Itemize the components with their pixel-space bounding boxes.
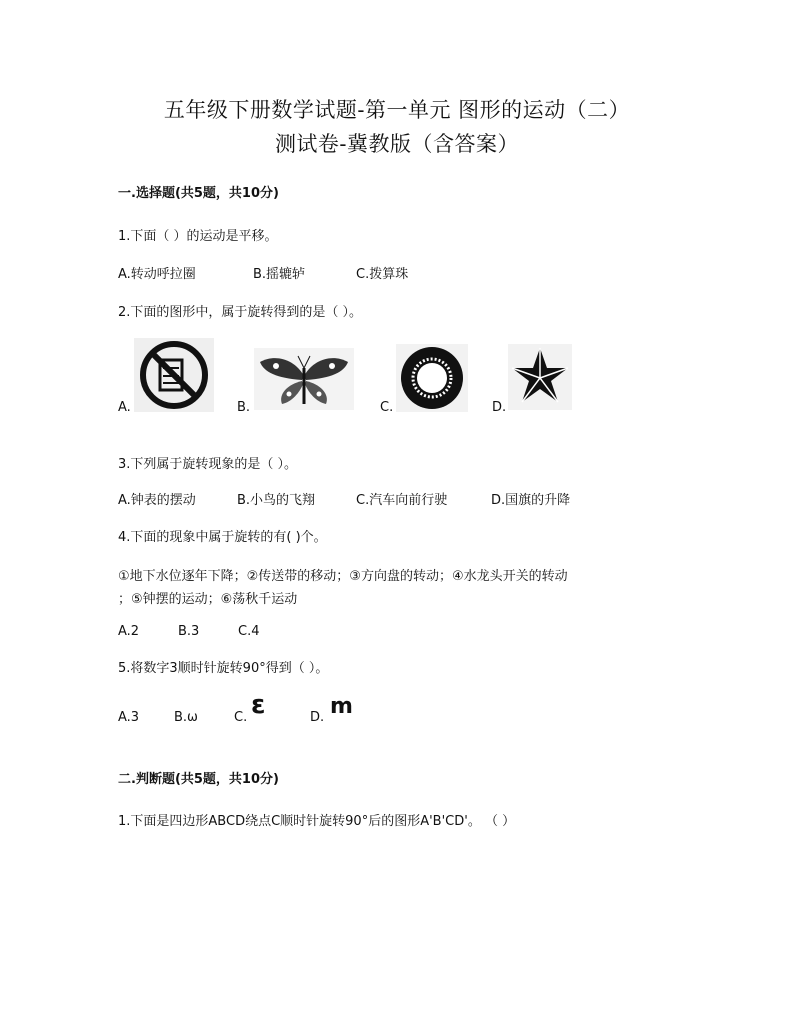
star-figure [508,344,572,410]
question-5-glyph-c: ε [251,690,266,720]
section-2-heading: 二.判断题(共5题，共10分) [118,772,279,787]
title-line-2: 测试卷-冀教版（含答案） [274,132,520,156]
question-3-option-c: C.汽车向前行驶 [356,493,448,508]
question-4-option-b: B.3 [178,624,200,639]
question-4-option-c: C.4 [238,624,260,639]
question-1-option-b: B.摇辘轳 [253,267,306,282]
question-5-option-c: C. [234,710,248,725]
question-4-detail-line-2: ；⑤钟摆的运动；⑥荡秋千运动 [118,592,298,607]
ring-pattern-figure [396,344,468,412]
question-5-option-d: D. [310,710,325,725]
question-2-option-d: D. [492,400,507,415]
question-5-option-b: B.ω [174,710,198,725]
question-2-option-c: C. [380,400,394,415]
title-line-1: 五年级下册数学试题-第一单元 图形的运动（二） [163,98,631,122]
question-1-option-c: C.拨算珠 [356,267,409,282]
question-3-option-b: B.小鸟的飞翔 [237,493,316,508]
question-4-stem: 4.下面的现象中属于旋转的有( )个。 [118,530,327,545]
question-2-stem: 2.下面的图形中，属于旋转得到的是（ ）。 [118,305,363,320]
no-entry-sign-figure [134,338,214,412]
question-5-option-a: A.3 [118,710,140,725]
question-1-option-a: A.转动呼拉圈 [118,267,196,282]
question-5-stem: 5.将数字3顺时针旋转90°得到（ ）。 [118,661,329,676]
question-3-stem: 3.下列属于旋转现象的是（ ）。 [118,457,298,472]
question-3-option-d: D.国旗的升降 [491,493,571,508]
question-4-option-a: A.2 [118,624,140,639]
question-3-option-a: A.钟表的摆动 [118,493,196,508]
section-1-heading: 一.选择题(共5题，共10分) [118,186,279,201]
question-2-option-a: A. [118,400,131,415]
judgement-1-stem: 1.下面是四边形ABCD绕点C顺时针旋转90°后的图形A'B'CD'。 （ ） [118,814,516,829]
butterfly-figure [254,348,354,410]
question-2-option-b: B. [237,400,251,415]
question-5-glyph-d: m [330,694,353,719]
question-4-detail-line-1: ①地下水位逐年下降；②传送带的移动；③方向盘的转动；④水龙头开关的转动 [118,569,568,584]
question-1-stem: 1.下面（ ）的运动是平移。 [118,229,278,244]
